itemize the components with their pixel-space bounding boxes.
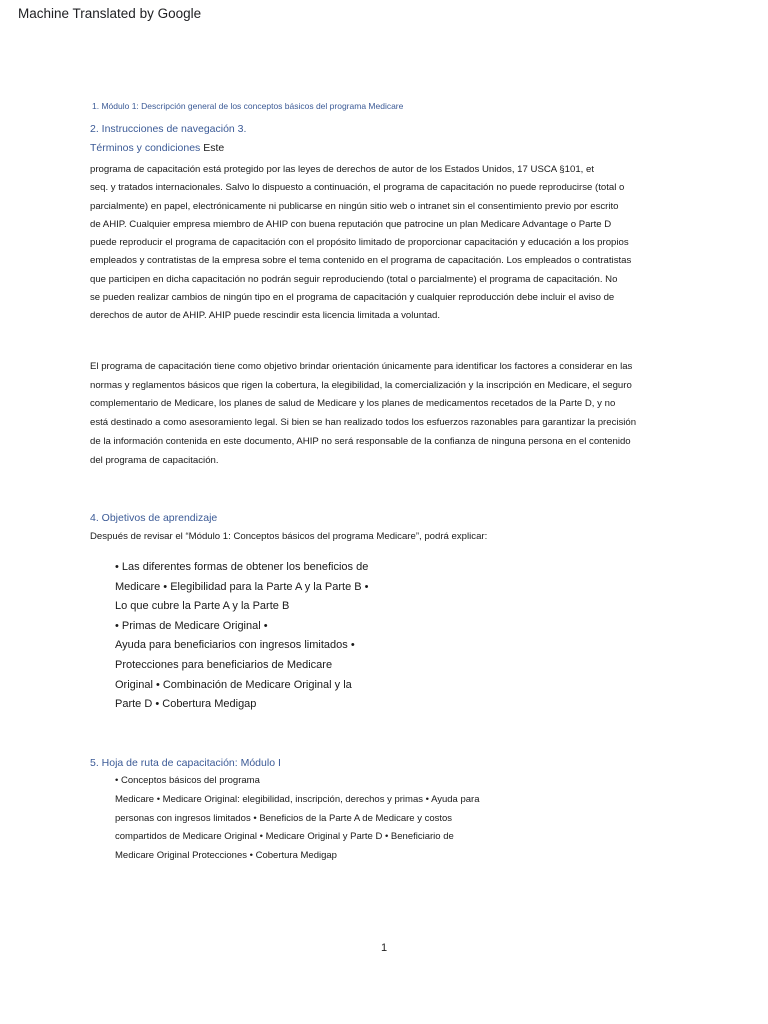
objective-line: • Primas de Medicare Original •	[115, 619, 268, 632]
terms-line: programa de capacitación está protegido por las leyes de derechos de autor de los Estados Unidos, 17 USCA §101, et	[90, 164, 594, 175]
terms-line: que participen en dicha capacitación no podrán seguir reproduciendo (total o parcialmente) el programa de capacitación. No	[90, 273, 618, 285]
terms-line: seq. y tratados internacionales. Salvo lo dispuesto a continuación, el programa de capacitación no puede reproducirse (total o	[90, 182, 625, 194]
machine-translated-banner: Machine Translated by Google	[18, 6, 202, 21]
roadmap-line: compartidos de Medicare Original • Medicare Original y Parte D • Beneficiario de	[115, 831, 454, 843]
terms-line: de AHIP. Cualquier empresa miembro de AHIP con buena reputación que patrocine un plan Medicare Advantage o Parte D	[90, 218, 612, 230]
disclaimer-line: normas y reglamentos básicos que rigen la cobertura, la elegibilidad, la comercialización y la inscripción en Medicare, el seguro	[90, 379, 632, 391]
objective-line: Original • Combinación de Medicare Original y la	[115, 678, 352, 691]
objective-line: • Las diferentes formas de obtener los beneficios de	[115, 561, 369, 573]
roadmap-line: Medicare • Medicare Original: elegibilidad, inscripción, derechos y primas • Ayuda para	[115, 793, 480, 805]
disclaimer-paragraph	[90, 358, 636, 470]
roadmap-heading: 5. Hoja de ruta de capacitación: Módulo I	[90, 757, 281, 769]
objective-line: Parte D • Cobertura Medigap	[115, 698, 257, 711]
terms-line: empleados y contratistas de la empresa sobre el tema contenido en el programa de capacitación. Los empleados o contratistas	[90, 255, 632, 267]
roadmap-list	[115, 772, 480, 866]
terms-heading: Términos y condiciones	[90, 142, 201, 154]
terms-line: puede reproducir el programa de capacitación con el propósito limitado de proporcionar capacitación y educación a los propios	[90, 237, 629, 249]
objectives-list	[115, 558, 369, 715]
objective-line: Protecciones para beneficiarios de Medicare	[115, 658, 333, 671]
roadmap-line: personas con ingresos limitados • Beneficios de la Parte A de Medicare y costos	[115, 812, 453, 824]
terms-heading-line	[90, 142, 224, 154]
objective-line: Ayuda para beneficiarios con ingresos limitados •	[115, 639, 355, 652]
disclaimer-line: El programa de capacitación tiene como objetivo brindar orientación únicamente para identificar los factores a considerar en las	[90, 361, 633, 372]
terms-line: parcialmente) en papel, electrónicamente ni publicarse en ningún sitio web o intranet sin el consentimiento previo por escrito	[90, 200, 619, 212]
module-heading: 1. Módulo 1: Descripción general de los conceptos básicos del programa Medicare	[92, 101, 404, 111]
terms-line: se pueden realizar cambios de ningún tipo en el programa de capacitación y cualquier reproducción debe incluir el aviso de	[90, 292, 615, 304]
page-number: 1	[380, 942, 388, 954]
terms-line: derechos de autor de AHIP. AHIP puede rescindir esta licencia limitada a voluntad.	[90, 310, 441, 322]
disclaimer-line: complementario de Medicare, los planes de salud de Medicare y los planes de medicamentos recetados de la Parte D, y no	[90, 398, 616, 410]
terms-paragraph	[90, 161, 631, 326]
roadmap-line: Medicare Original Protecciones • Cobertura Medigap	[115, 850, 337, 862]
objectives-intro: Después de revisar el “Módulo 1: Conceptos básicos del programa Medicare”, podrá explicar:	[90, 531, 488, 542]
disclaimer-line: de la información contenida en este documento, AHIP no será responsable de la confianza de ninguna persona en el contenido	[90, 435, 631, 447]
navigation-heading: 2. Instrucciones de navegación 3.	[90, 123, 247, 135]
roadmap-line: • Conceptos básicos del programa	[115, 775, 260, 786]
terms-first-word: Este	[200, 142, 225, 154]
objective-line: Medicare • Elegibilidad para la Parte A y la Parte B •	[115, 580, 369, 593]
objectives-heading: 4. Objetivos de aprendizaje	[90, 512, 218, 524]
objective-line: Lo que cubre la Parte A y la Parte B	[115, 600, 290, 613]
disclaimer-line: del programa de capacitación.	[90, 454, 219, 466]
disclaimer-line: está destinado a como asesoramiento legal. Si bien se han realizado todos los esfuerzos razonables para garantizar la precisión	[90, 417, 637, 429]
